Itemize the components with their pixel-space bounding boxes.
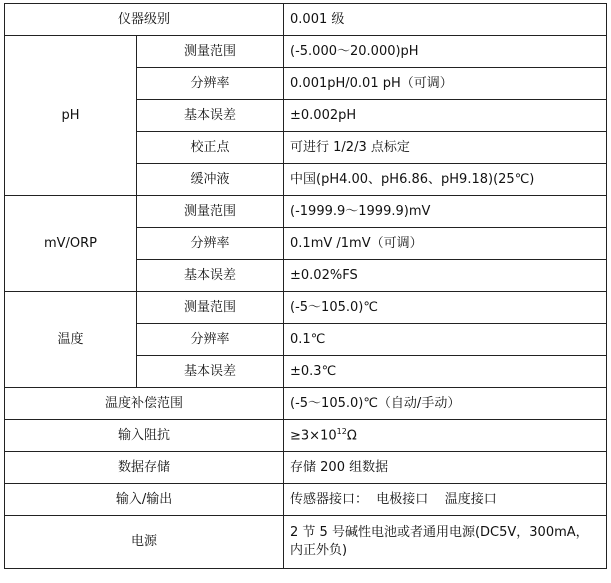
row-value-input-impedance: [284, 420, 607, 452]
impedance-base: ≥3×10: [290, 427, 337, 443]
impedance-exponent: 12: [336, 426, 347, 436]
row-label-ph-resolution: 分辨率: [137, 68, 284, 100]
table-row: [5, 292, 607, 324]
table-row: [5, 388, 607, 420]
row-value-mv-range: (-1999.9～1999.9)mV: [284, 196, 607, 228]
row-label-data-storage: 数据存储: [5, 452, 284, 484]
row-value-mv-resolution: 0.1mV /1mV（可调）: [284, 228, 607, 260]
row-label-input-impedance: 输入阻抗: [5, 420, 284, 452]
table-row: [5, 452, 607, 484]
table-row: [5, 516, 607, 569]
table-row: [5, 484, 607, 516]
row-label-ph-range: 测量范围: [137, 36, 284, 68]
row-label-ph-buffer: 缓冲液: [137, 164, 284, 196]
row-value-mv-error: ±0.02%FS: [284, 260, 607, 292]
group-label-ph: pH: [5, 36, 137, 196]
row-value-power: 2 节 5 号碱性电池或者通用电源(DC5V，300mA，内正外负): [284, 516, 607, 569]
row-label-mv-error: 基本误差: [137, 260, 284, 292]
group-label-mv-orp: mV/ORP: [5, 196, 137, 292]
row-value-temp-compensation: (-5～105.0)℃（自动/手动）: [284, 388, 607, 420]
spec-table: [4, 3, 607, 569]
row-value-ph-buffer: 中国(pH4.00、pH6.86、pH9.18)(25℃): [284, 164, 607, 196]
row-value-io: 传感器接口： 电极接口 温度接口: [284, 484, 607, 516]
row-label-temp-compensation: 温度补偿范围: [5, 388, 284, 420]
impedance-unit: Ω: [346, 427, 357, 443]
table-row: [5, 196, 607, 228]
table-row: [5, 36, 607, 68]
row-value-temp-range: (-5～105.0)℃: [284, 292, 607, 324]
row-label-ph-error: 基本误差: [137, 100, 284, 132]
row-label-temp-range: 测量范围: [137, 292, 284, 324]
row-value-ph-resolution: 0.001pH/0.01 pH（可调）: [284, 68, 607, 100]
row-value-ph-calibration: 可进行 1/2/3 点标定: [284, 132, 607, 164]
row-label-mv-range: 测量范围: [137, 196, 284, 228]
row-value-ph-error: ±0.002pH: [284, 100, 607, 132]
row-value-temp-error: ±0.3℃: [284, 356, 607, 388]
row-value-instrument-grade: 0.001 级: [284, 4, 607, 36]
row-label-temp-error: 基本误差: [137, 356, 284, 388]
row-label-instrument-grade: 仪器级别: [5, 4, 284, 36]
row-label-temp-resolution: 分辨率: [137, 324, 284, 356]
table-row: [5, 4, 607, 36]
row-label-mv-resolution: 分辨率: [137, 228, 284, 260]
row-label-io: 输入/输出: [5, 484, 284, 516]
group-label-temperature: 温度: [5, 292, 137, 388]
row-label-ph-calibration: 校正点: [137, 132, 284, 164]
row-value-data-storage: 存储 200 组数据: [284, 452, 607, 484]
row-value-ph-range: (-5.000～20.000)pH: [284, 36, 607, 68]
row-value-temp-resolution: 0.1℃: [284, 324, 607, 356]
table-row: [5, 420, 607, 452]
row-label-power: 电源: [5, 516, 284, 569]
